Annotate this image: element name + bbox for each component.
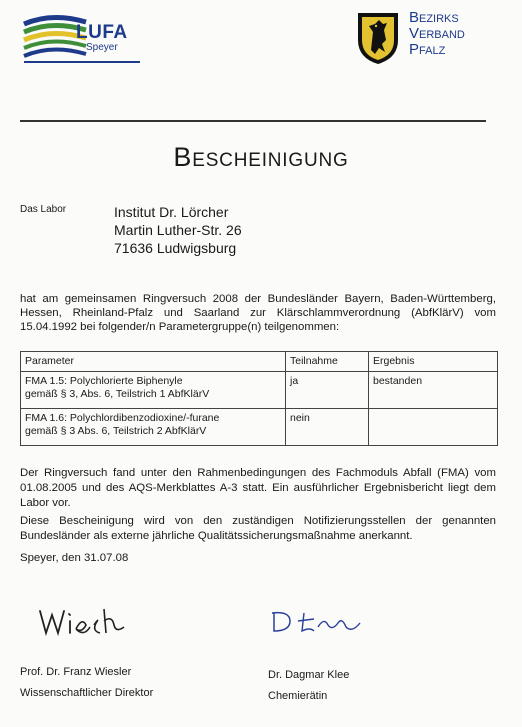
bezirksverband-line: Pfalz <box>409 41 446 58</box>
signature-klee-icon <box>268 607 363 637</box>
column-header: Teilnahme <box>286 352 369 372</box>
header-divider <box>20 120 486 122</box>
labor-label: Das Labor <box>20 204 67 215</box>
parameter-cell <box>21 372 286 409</box>
conditions-paragraph: Der Ringversuch fand unter den Rahmenbedingungen des Fachmoduls Abfall (FMA) vom 01.08.2005 und des AQS-Merkblattes A-3 statt. Ein ausführlicher Ergebnisbericht liegt dem Labor vor. <box>20 467 496 509</box>
place-date: Speyer, den 31.07.08 <box>20 552 129 564</box>
intro-paragraph: hat am gemeinsamen Ringversuch 2008 der Bundesländer Bayern, Baden-Württemberg, Hessen, Rheinland-Pfalz und Saarland zur Klärschlammverordnung (AbfKlärV) vom 15.04.1992 bei folgender/n Parametergruppe(n) teilgenommen: <box>20 293 496 333</box>
bezirksverband-line: Verband <box>409 25 465 42</box>
parameter-cell <box>21 409 286 446</box>
parameter-line: gemäß § 3 Abs. 6, Teilstrich 2 AbfKlärV <box>25 425 207 437</box>
lufa-logo-text: LUFA <box>76 22 128 43</box>
address-line: Martin Luther-Str. 26 <box>114 222 242 238</box>
signature-wiesler-icon <box>38 603 128 639</box>
results-table <box>20 351 498 446</box>
parameter-line: FMA 1.5: Polychlorierte Biphenyle <box>25 375 183 387</box>
column-header: Ergebnis <box>369 352 498 372</box>
table-row <box>21 372 498 409</box>
parameter-line: FMA 1.6: Polychlordibenzodioxine/-furane <box>25 412 220 424</box>
signatory-right-role: Chemierätin <box>268 690 328 702</box>
lab-address <box>114 203 242 257</box>
ergebnis-cell <box>369 409 498 446</box>
signatory-left-role: Wissenschaftlicher Direktor <box>20 687 154 699</box>
signatory-right-name: Dr. Dagmar Klee <box>268 669 350 681</box>
recognition-paragraph: Diese Bescheinigung wird von den zuständigen Notifizierungsstellen der genannten Bundesländer als externe jährliche Qualitätssicherungsmaßnahme anerkannt. <box>20 515 496 542</box>
bezirksverband-line: Bezirks <box>409 9 459 26</box>
document-title-text: Bescheinigung <box>173 142 349 172</box>
parameter-line: gemäß § 3, Abs. 6, Teilstrich 1 AbfKlärV <box>25 388 210 400</box>
bezirksverband-logo-text <box>409 10 465 58</box>
table-row <box>21 409 498 446</box>
document-title <box>0 142 522 173</box>
coat-of-arms-icon <box>355 10 401 66</box>
lufa-logo-subtext: Speyer <box>86 42 118 53</box>
teilnahme-cell: nein <box>286 409 369 446</box>
teilnahme-cell: ja <box>286 372 369 409</box>
column-header: Parameter <box>21 352 286 372</box>
ergebnis-cell: bestanden <box>369 372 498 409</box>
signatory-left-name: Prof. Dr. Franz Wiesler <box>20 666 132 678</box>
address-line: Institut Dr. Lörcher <box>114 204 229 220</box>
table-header-row <box>21 352 498 372</box>
address-line: 71636 Ludwigsburg <box>114 240 237 256</box>
